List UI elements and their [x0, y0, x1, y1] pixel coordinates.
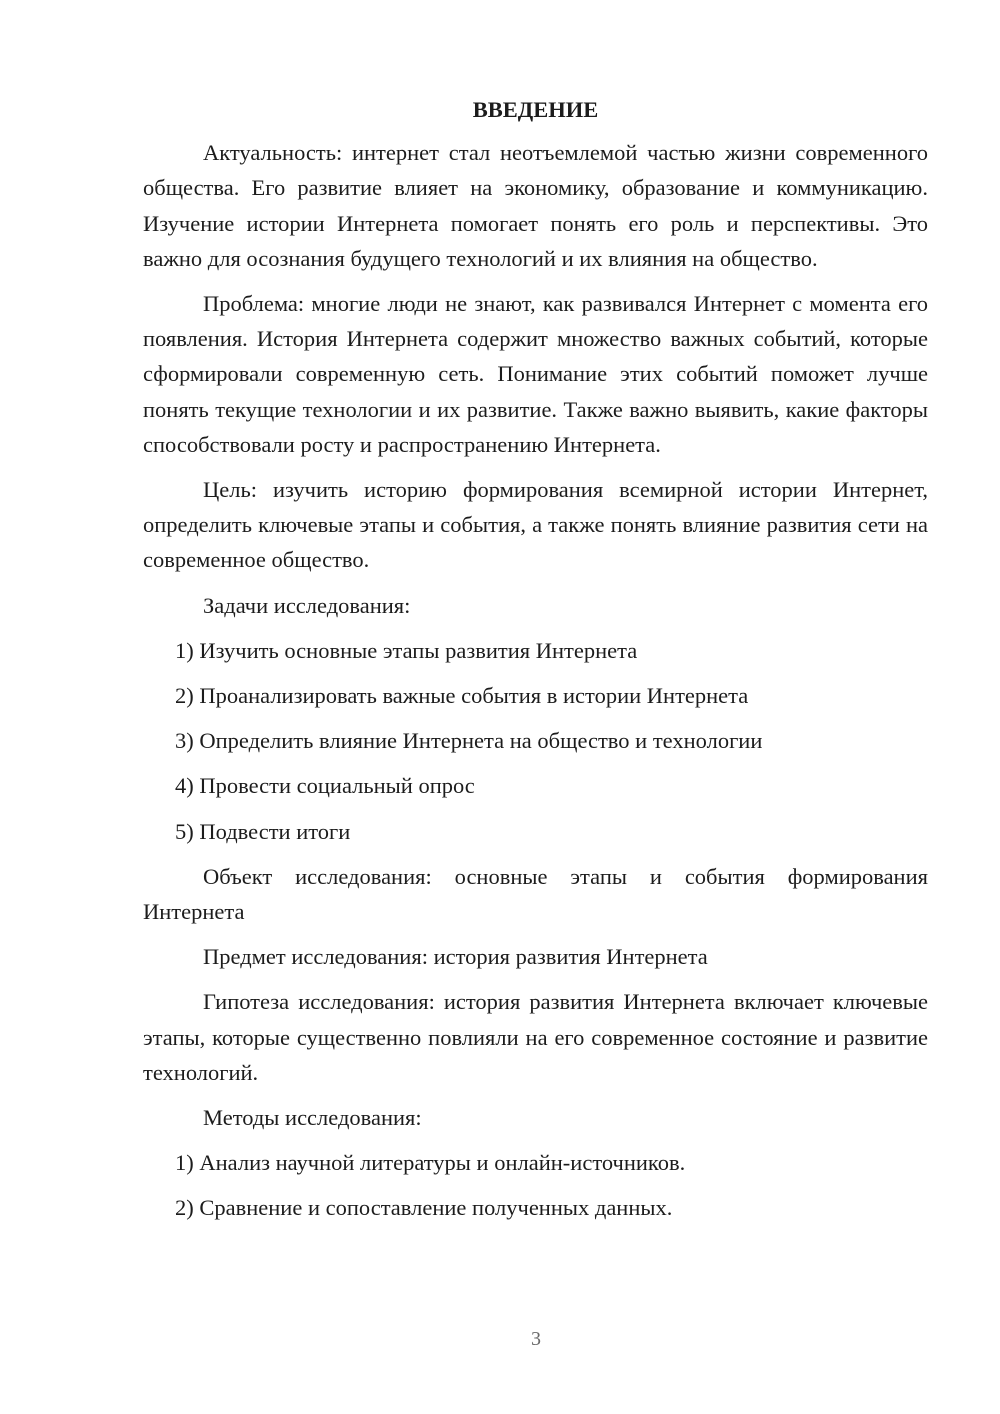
goal-paragraph: Цель: изучить историю формирования всемирной истории Интернет, определить ключевые этапы и события, а также понять влияние развития сети на современное общество. — [143, 477, 928, 573]
document-page — [143, 92, 928, 1236]
page-number: 3 — [531, 1328, 541, 1350]
section-title: ВВЕДЕНИЕ — [472, 97, 599, 122]
list-item: 4) Провести социальный опрос — [175, 773, 475, 799]
list-item: 2) Сравнение и сопоставление полученных данных. — [175, 1195, 673, 1221]
subject-paragraph: Предмет исследования: история развития Интернета — [203, 944, 708, 970]
list-item: 5) Подвести итоги — [175, 818, 351, 844]
tasks-heading: Задачи исследования: — [203, 592, 411, 618]
methods-heading: Методы исследования: — [203, 1105, 422, 1131]
relevance-paragraph: Актуальность: интернет стал неотъемлемой частью жизни современного общества. Его развитие влияет на экономику, образование и коммуникацию. Изучение истории Интернета помогает понять его роль и перспективы. Это важно для осознания будущего технологий и их влияния на общество. — [143, 140, 928, 271]
list-item: 1) Изучить основные этапы развития Интернета — [175, 637, 638, 663]
object-paragraph: Объект исследования: основные этапы и события формирования Интернета — [143, 863, 928, 925]
hypothesis-paragraph: Гипотеза исследования: история развития Интернета включает ключевые этапы, которые существенно повлияли на его современное состояние и развитие технологий. — [143, 989, 928, 1085]
list-item: 3) Определить влияние Интернета на общество и технологии — [175, 728, 763, 754]
problem-paragraph: Проблема: многие люди не знают, как развивался Интернет с момента его появления. История Интернета содержит множество важных событий, которые сформировали современную сеть. Понимание этих событий поможет лучше понять текущие технологии и их развитие. Также важно выявить, какие факторы способствовали росту и распространению Интернета. — [143, 291, 928, 457]
list-item: 2) Проанализировать важные события в истории Интернета — [175, 683, 749, 709]
tasks-list — [143, 633, 928, 849]
list-item: 1) Анализ научной литературы и онлайн-источников. — [175, 1150, 686, 1176]
methods-list — [143, 1145, 928, 1225]
